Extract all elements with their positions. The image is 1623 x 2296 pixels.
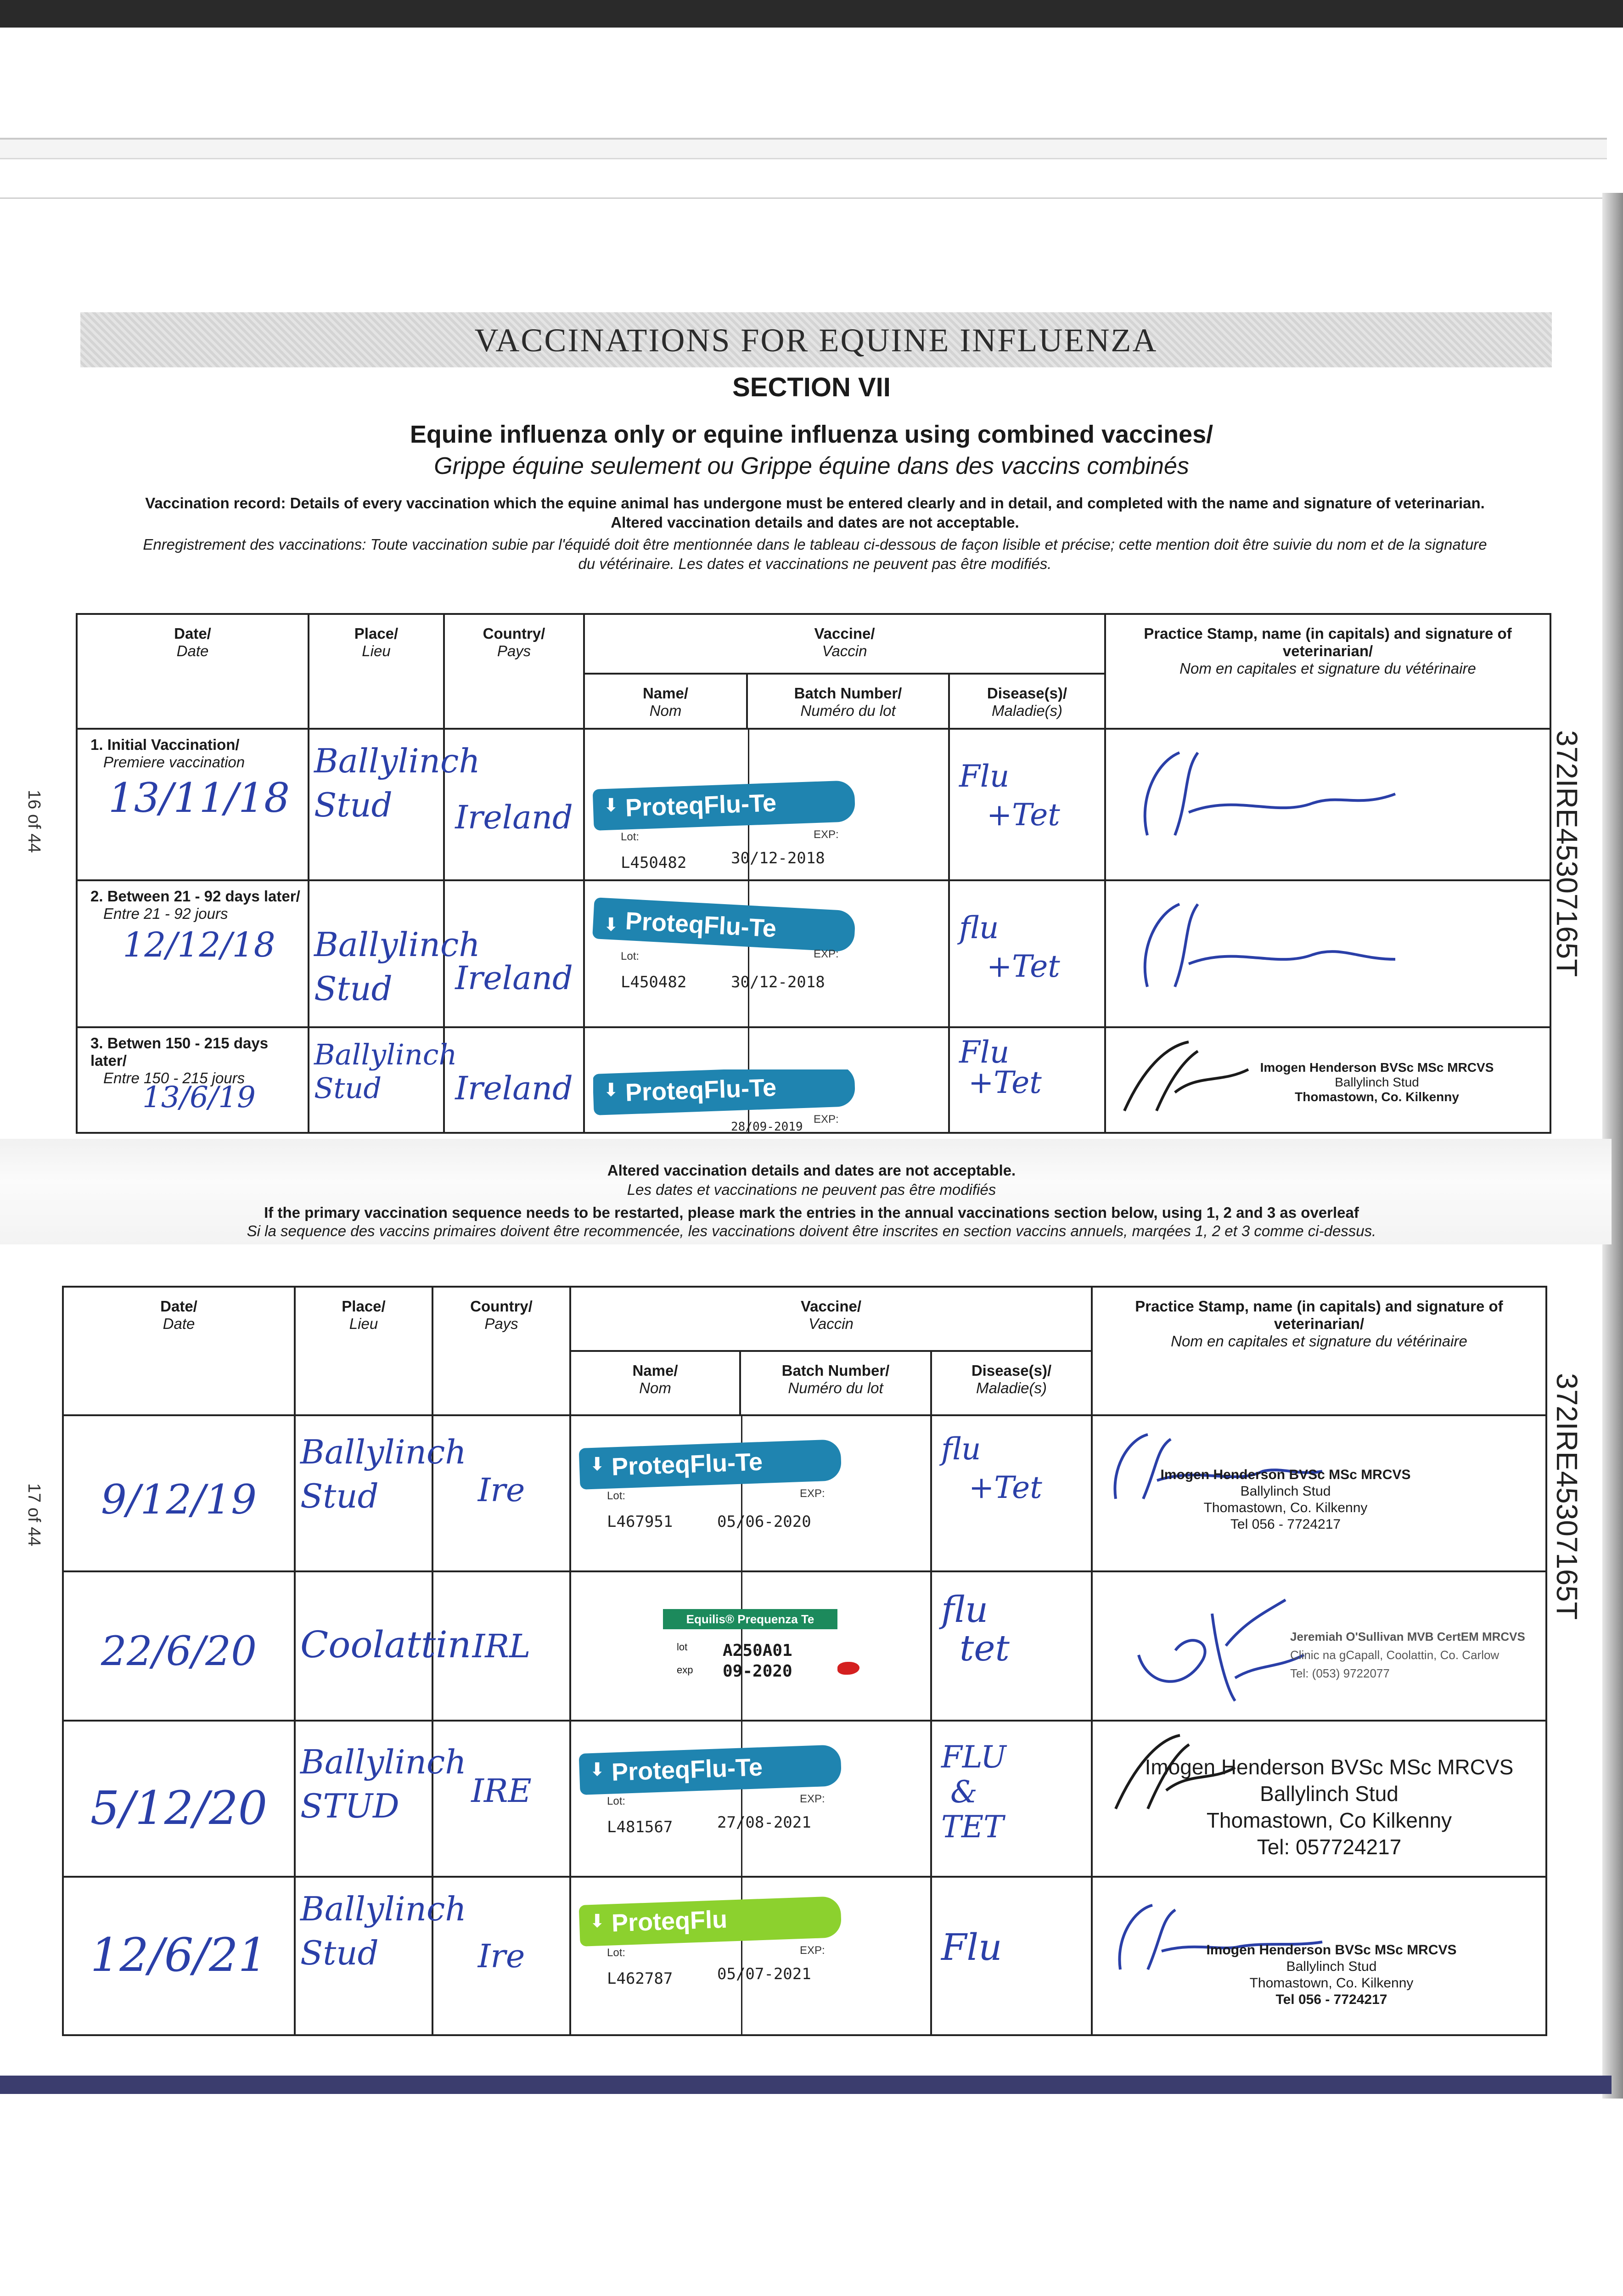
place-cell: Ballylinch Stud bbox=[295, 1415, 432, 1571]
header-vaccine: Vaccine/ Vaccin bbox=[570, 1287, 1092, 1351]
vaccination-date: 22/6/20 bbox=[101, 1627, 257, 1675]
vaccine-name: ProteqFlu bbox=[611, 1905, 728, 1937]
disease-cell: FLU & TET bbox=[931, 1721, 1092, 1877]
vaccine-name: Equilis® Prequenza Te bbox=[663, 1609, 837, 1629]
practice-stamp: Jeremiah O'Sullivan MVB CertEM MRCVS Clinic na gCapall, Coolattin, Co. Carlow Tel: (053) 9722077 bbox=[1290, 1630, 1525, 1680]
page-title: VACCINATIONS FOR EQUINE INFLUENZA bbox=[474, 322, 1158, 359]
batch-number: L481567 bbox=[607, 1818, 673, 1836]
header-place: Place/ Lieu bbox=[295, 1287, 432, 1415]
row-label: 1. Initial Vaccination/ Premiere vaccination 13/11/18 bbox=[77, 729, 309, 880]
disease-cell: flu +Tet bbox=[949, 880, 1105, 1027]
place-cell: Ballylinch Stud bbox=[295, 1877, 432, 2035]
table-row bbox=[63, 1415, 1546, 1571]
practice-stamp-cell bbox=[1105, 1027, 1550, 1133]
header-country: Country/ Pays bbox=[432, 1287, 570, 1415]
country-cell: Ire bbox=[432, 1415, 570, 1571]
header-date: Date/ Date bbox=[77, 614, 309, 729]
practice-stamp-cell bbox=[1092, 1721, 1546, 1877]
vaccine-sticker: ⬇ ProteqFlu-Te Lot: EXP: L450482 30/12-2018 bbox=[593, 904, 855, 1010]
vaccination-date: 9/12/19 bbox=[101, 1476, 257, 1523]
arrow-icon: ⬇ bbox=[590, 1454, 605, 1474]
practice-stamp: Imogen Henderson BVSc MSc MRCVS Ballylinch Stud Thomastown, Co. Kilkenny Tel 056 - 7724217 bbox=[1160, 1467, 1411, 1532]
vaccine-name: ProteqFlu-Te bbox=[611, 1448, 763, 1481]
expiry-date: 27/08-2021 bbox=[717, 1813, 811, 1832]
vaccine-sticker-cell bbox=[570, 1415, 931, 1571]
cover-edge bbox=[0, 2076, 1612, 2094]
batch-number: L462787 bbox=[607, 1970, 673, 1988]
vaccine-sticker-cell bbox=[570, 1877, 931, 2035]
place-cell: Ballylinch STUD bbox=[295, 1721, 432, 1877]
vaccination-date: 12/12/18 bbox=[123, 925, 275, 965]
vaccine-name: ProteqFlu-Te bbox=[611, 1753, 763, 1786]
country-cell: Ireland bbox=[444, 880, 584, 1027]
fold-note: Altered vaccination details and dates are not acceptable. bbox=[607, 1162, 1016, 1179]
annual-vaccination-table bbox=[62, 1286, 1547, 2036]
disease-cell: flu tet bbox=[931, 1571, 1092, 1721]
primary-vaccination-table bbox=[76, 613, 1551, 1134]
subtitle-english: Equine influenza only or equine influenza using combined vaccines/ bbox=[410, 421, 1213, 448]
arrow-icon: ⬇ bbox=[603, 915, 619, 935]
practice-stamp-cell bbox=[1092, 1571, 1546, 1721]
practice-stamp: Imogen Henderson BVSc MSc MRCVS Ballylinch Stud Thomastown, Co. Kilkenny Tel 056 - 7724217 bbox=[1206, 1942, 1457, 2007]
country-cell: Ire bbox=[432, 1877, 570, 2035]
vaccine-name: ProteqFlu-Te bbox=[624, 907, 777, 943]
header-batch-number: Batch Number/ Numéro du lot bbox=[747, 674, 949, 729]
vaccine-sticker-cell bbox=[584, 1027, 949, 1133]
instruction-english: Vaccination record: Details of every vaccination which the equine animal has undergone must be entered clearly and in detail, and completed with the name and signature of veterinarian. bbox=[145, 495, 1485, 512]
page-edge bbox=[0, 138, 1607, 159]
table-row bbox=[77, 1027, 1550, 1133]
practice-stamp: Imogen Henderson BVSc MSc MRCVS Ballylinch Stud Thomastown, Co. Kilkenny bbox=[1260, 1060, 1494, 1104]
practice-stamp-cell bbox=[1092, 1877, 1546, 2035]
batch-number: A250A01 bbox=[723, 1641, 792, 1660]
vaccine-name: ProteqFlu-Te bbox=[625, 1074, 777, 1107]
header-batch-number: Batch Number/ Numéro du lot bbox=[740, 1351, 931, 1415]
restart-instruction: If the primary vaccination sequence needs to be restarted, please mark the entries in the annual vaccinations section below, using 1, 2 and 3 as overleaf bbox=[264, 1204, 1359, 1221]
expiry-date: 09-2020 bbox=[723, 1662, 792, 1681]
date-cell bbox=[63, 1415, 295, 1571]
instruction-french-2: du vétérinaire. Les dates et vaccinations ne peuvent pas être modifiés. bbox=[578, 555, 1052, 572]
expiry-date: 05/06-2020 bbox=[717, 1513, 811, 1531]
vaccination-date: 13/11/18 bbox=[108, 774, 290, 822]
vaccine-sticker-cell bbox=[570, 1721, 931, 1877]
header-country: Country/ Pays bbox=[444, 614, 584, 729]
date-cell bbox=[63, 1721, 295, 1877]
fold-note: Les dates et vaccinations ne peuvent pas être modifiés bbox=[627, 1181, 996, 1198]
page-number: 16 of 44 bbox=[24, 790, 44, 853]
row-label: 3. Betwen 150 - 215 days later/ Entre 150 - 215 jours 13/6/19 bbox=[77, 1027, 309, 1133]
restart-instruction-fr: Si la sequence des vaccins primaires doivent être recommencée, les vaccinations doivent être inscrites en section vaccins annuels, marqées 1, 2 et 3 comme ci-dessus. bbox=[247, 1222, 1376, 1239]
vaccine-sticker: ⬇ ProteqFlu-Te EXP: 28/09-2019 bbox=[593, 1069, 855, 1134]
expiry-date: 28/09-2019 bbox=[731, 1120, 803, 1134]
vaccination-date: 12/6/21 bbox=[90, 1928, 268, 1982]
practice-stamp: Imogen Henderson BVSc MSc MRCVS Ballylinch Stud Thomastown, Co Kilkenny Tel: 057724217 bbox=[1145, 1755, 1514, 1859]
vaccination-date: 5/12/20 bbox=[90, 1781, 268, 1835]
vet-signature bbox=[1120, 895, 1404, 1001]
disease-cell: flu +Tet bbox=[931, 1415, 1092, 1571]
vet-signature bbox=[1120, 743, 1404, 849]
arrow-icon: ⬇ bbox=[590, 1911, 605, 1931]
place-cell: Ballylinch Stud bbox=[309, 729, 444, 880]
header-date: Date/ Date bbox=[63, 1287, 295, 1415]
scan-top-edge bbox=[0, 0, 1623, 28]
header-practice-stamp: Practice Stamp, name (in capitals) and signature of veterinarian/ Nom en capitales et signature du vétérinaire bbox=[1092, 1287, 1546, 1415]
expiry-date: 30/12-2018 bbox=[731, 973, 825, 991]
place-cell: Ballylinch Stud bbox=[309, 880, 444, 1027]
horse-id-number: 372IRE45307165T bbox=[1550, 730, 1584, 977]
signature-cell bbox=[1105, 729, 1550, 880]
vaccination-date: 13/6/19 bbox=[142, 1080, 256, 1114]
disease-cell: Flu +Tet bbox=[949, 729, 1105, 880]
arrow-icon: ⬇ bbox=[603, 795, 619, 816]
vaccine-sticker: ⬇ ProteqFlu-Te Lot: EXP: L450482 30/12-2018 bbox=[593, 785, 855, 890]
vaccine-sticker-cell: Equilis® Prequenza Te lot exp A250A01 09-2020 bbox=[570, 1571, 931, 1721]
vaccine-sticker: ⬇ ProteqFlu-Te Lot: EXP: L481567 27/08-2021 bbox=[579, 1749, 841, 1855]
header-disease: Disease(s)/ Maladie(s) bbox=[931, 1351, 1092, 1415]
red-ink-mark bbox=[837, 1662, 859, 1675]
subtitle-french: Grippe équine seulement ou Grippe équine dans des vaccins combinés bbox=[434, 453, 1189, 479]
header-place: Place/ Lieu bbox=[309, 614, 444, 729]
batch-number: L450482 bbox=[621, 973, 687, 991]
header-disease: Disease(s)/ Maladie(s) bbox=[949, 674, 1105, 729]
header-vaccine-name: Name/ Nom bbox=[584, 674, 747, 729]
vaccine-sticker: ⬇ ProteqFlu Lot: EXP: L462787 05/07-2021 bbox=[579, 1901, 841, 2006]
vaccine-name: ProteqFlu-Te bbox=[625, 789, 777, 822]
table-row bbox=[77, 880, 1550, 1027]
header-vaccine: Vaccine/ Vaccin bbox=[584, 614, 1105, 674]
header-practice-stamp: Practice Stamp, name (in capitals) and signature of veterinarian/ Nom en capitales et signature du vétérinaire bbox=[1105, 614, 1550, 729]
date-cell bbox=[63, 1877, 295, 2035]
batch-number: L467951 bbox=[607, 1513, 673, 1531]
vaccine-sticker-cell bbox=[584, 880, 949, 1027]
arrow-icon: ⬇ bbox=[603, 1080, 619, 1100]
practice-stamp-cell bbox=[1092, 1415, 1546, 1571]
batch-number: L450482 bbox=[621, 854, 687, 872]
table-row bbox=[63, 1721, 1546, 1877]
header-vaccine-name: Name/ Nom bbox=[570, 1351, 740, 1415]
signature-cell bbox=[1105, 880, 1550, 1027]
vaccine-sticker: ⬇ ProteqFlu-Te Lot: EXP: L467951 05/06-2020 bbox=[579, 1444, 841, 1549]
arrow-icon: ⬇ bbox=[590, 1760, 605, 1780]
instruction-altered: Altered vaccination details and dates are not acceptable. bbox=[611, 514, 1019, 531]
expiry-date: 30/12-2018 bbox=[731, 849, 825, 867]
expiry-date: 05/07-2021 bbox=[717, 1965, 811, 1983]
vaccine-sticker-cell bbox=[584, 729, 949, 880]
page-number: 17 of 44 bbox=[24, 1483, 44, 1547]
country-cell: IRE bbox=[432, 1721, 570, 1877]
country-cell: Ireland bbox=[444, 1027, 584, 1133]
disease-cell: Flu bbox=[931, 1877, 1092, 2035]
place-cell: Coolattin bbox=[295, 1571, 432, 1721]
instruction-french: Enregistrement des vaccinations: Toute vaccination subie par l'équidé doit être mentionnée dans le tableau ci-dessous de façon lisible et précise; cette mention doit être suivie du nom et de la signature bbox=[143, 536, 1487, 553]
section-title: SECTION VII bbox=[732, 372, 891, 402]
row-label: 2. Between 21 - 92 days later/ Entre 21 - 92 jours 12/12/18 bbox=[77, 880, 309, 1027]
vet-signature bbox=[1120, 1586, 1313, 1710]
date-cell bbox=[63, 1571, 295, 1721]
place-cell: Ballylinch Stud bbox=[309, 1027, 444, 1133]
country-cell: IRL bbox=[432, 1571, 570, 1721]
table-row bbox=[77, 729, 1550, 880]
horse-id-number: 372IRE45307165T bbox=[1550, 1373, 1584, 1620]
table-row bbox=[63, 1571, 1546, 1721]
country-cell: Ireland bbox=[444, 729, 584, 880]
table-row bbox=[63, 1877, 1546, 2035]
disease-cell: Flu +Tet bbox=[949, 1027, 1105, 1133]
